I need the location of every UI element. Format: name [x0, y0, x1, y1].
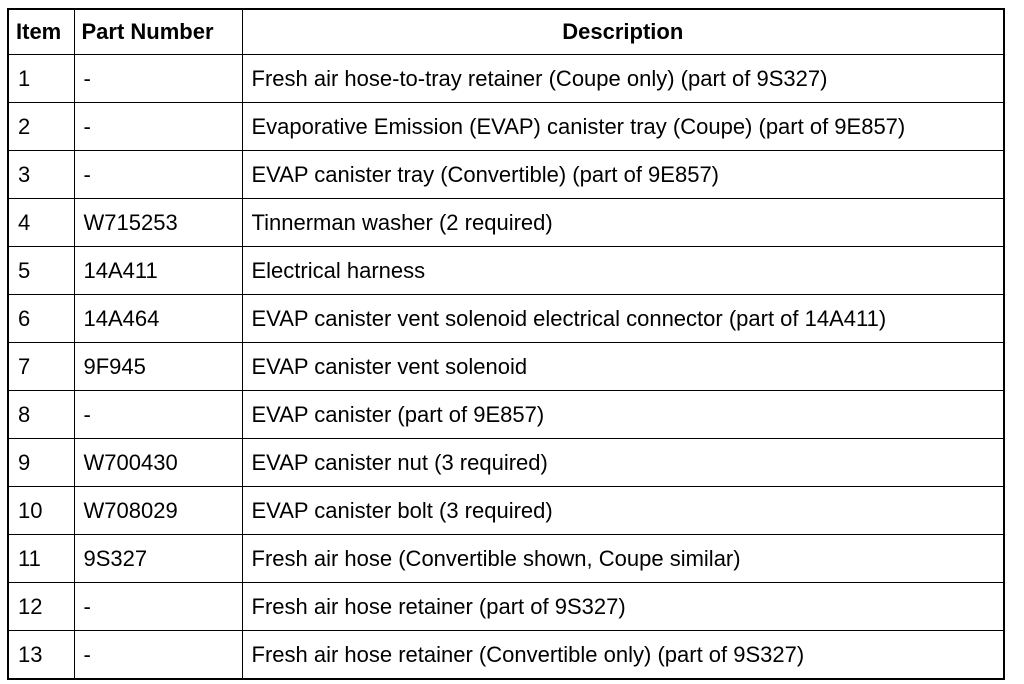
cell-item: 2	[8, 103, 74, 151]
cell-part-number: -	[74, 103, 242, 151]
cell-item: 1	[8, 55, 74, 103]
table-row	[8, 631, 1004, 680]
cell-part-number: -	[74, 391, 242, 439]
table-row	[8, 391, 1004, 439]
table-row	[8, 151, 1004, 199]
cell-part-number: 14A464	[74, 295, 242, 343]
cell-description: Fresh air hose-to-tray retainer (Coupe only) (part of 9S327)	[242, 55, 1004, 103]
table-row	[8, 535, 1004, 583]
cell-description: Tinnerman washer (2 required)	[242, 199, 1004, 247]
header-item: Item	[8, 9, 74, 55]
table-row	[8, 247, 1004, 295]
header-row	[8, 9, 1004, 55]
cell-part-number: W700430	[74, 439, 242, 487]
table-row	[8, 199, 1004, 247]
table-header	[8, 9, 1004, 55]
table-row	[8, 583, 1004, 631]
cell-description: EVAP canister tray (Convertible) (part of 9E857)	[242, 151, 1004, 199]
cell-item: 12	[8, 583, 74, 631]
table-row	[8, 487, 1004, 535]
header-description: Description	[242, 9, 1004, 55]
cell-description: EVAP canister (part of 9E857)	[242, 391, 1004, 439]
cell-part-number: 14A411	[74, 247, 242, 295]
table-body	[8, 55, 1004, 680]
cell-part-number: W708029	[74, 487, 242, 535]
table-row	[8, 103, 1004, 151]
cell-part-number: -	[74, 151, 242, 199]
cell-part-number: 9F945	[74, 343, 242, 391]
cell-item: 4	[8, 199, 74, 247]
cell-item: 5	[8, 247, 74, 295]
cell-description: Fresh air hose retainer (Convertible only) (part of 9S327)	[242, 631, 1004, 680]
table-row	[8, 295, 1004, 343]
cell-item: 9	[8, 439, 74, 487]
cell-item: 3	[8, 151, 74, 199]
cell-description: EVAP canister nut (3 required)	[242, 439, 1004, 487]
cell-part-number: 9S327	[74, 535, 242, 583]
cell-item: 13	[8, 631, 74, 680]
cell-description: EVAP canister vent solenoid electrical connector (part of 14A411)	[242, 295, 1004, 343]
cell-description: Electrical harness	[242, 247, 1004, 295]
cell-description: EVAP canister vent solenoid	[242, 343, 1004, 391]
cell-item: 10	[8, 487, 74, 535]
cell-item: 7	[8, 343, 74, 391]
cell-part-number: W715253	[74, 199, 242, 247]
cell-part-number: -	[74, 631, 242, 680]
header-part-number: Part Number	[74, 9, 242, 55]
table-row	[8, 439, 1004, 487]
table-row	[8, 343, 1004, 391]
cell-item: 11	[8, 535, 74, 583]
cell-item: 6	[8, 295, 74, 343]
cell-part-number: -	[74, 55, 242, 103]
cell-description: Evaporative Emission (EVAP) canister tray (Coupe) (part of 9E857)	[242, 103, 1004, 151]
cell-description: Fresh air hose retainer (part of 9S327)	[242, 583, 1004, 631]
parts-table	[7, 8, 1005, 680]
cell-description: Fresh air hose (Convertible shown, Coupe similar)	[242, 535, 1004, 583]
cell-description: EVAP canister bolt (3 required)	[242, 487, 1004, 535]
cell-item: 8	[8, 391, 74, 439]
cell-part-number: -	[74, 583, 242, 631]
table-row	[8, 55, 1004, 103]
